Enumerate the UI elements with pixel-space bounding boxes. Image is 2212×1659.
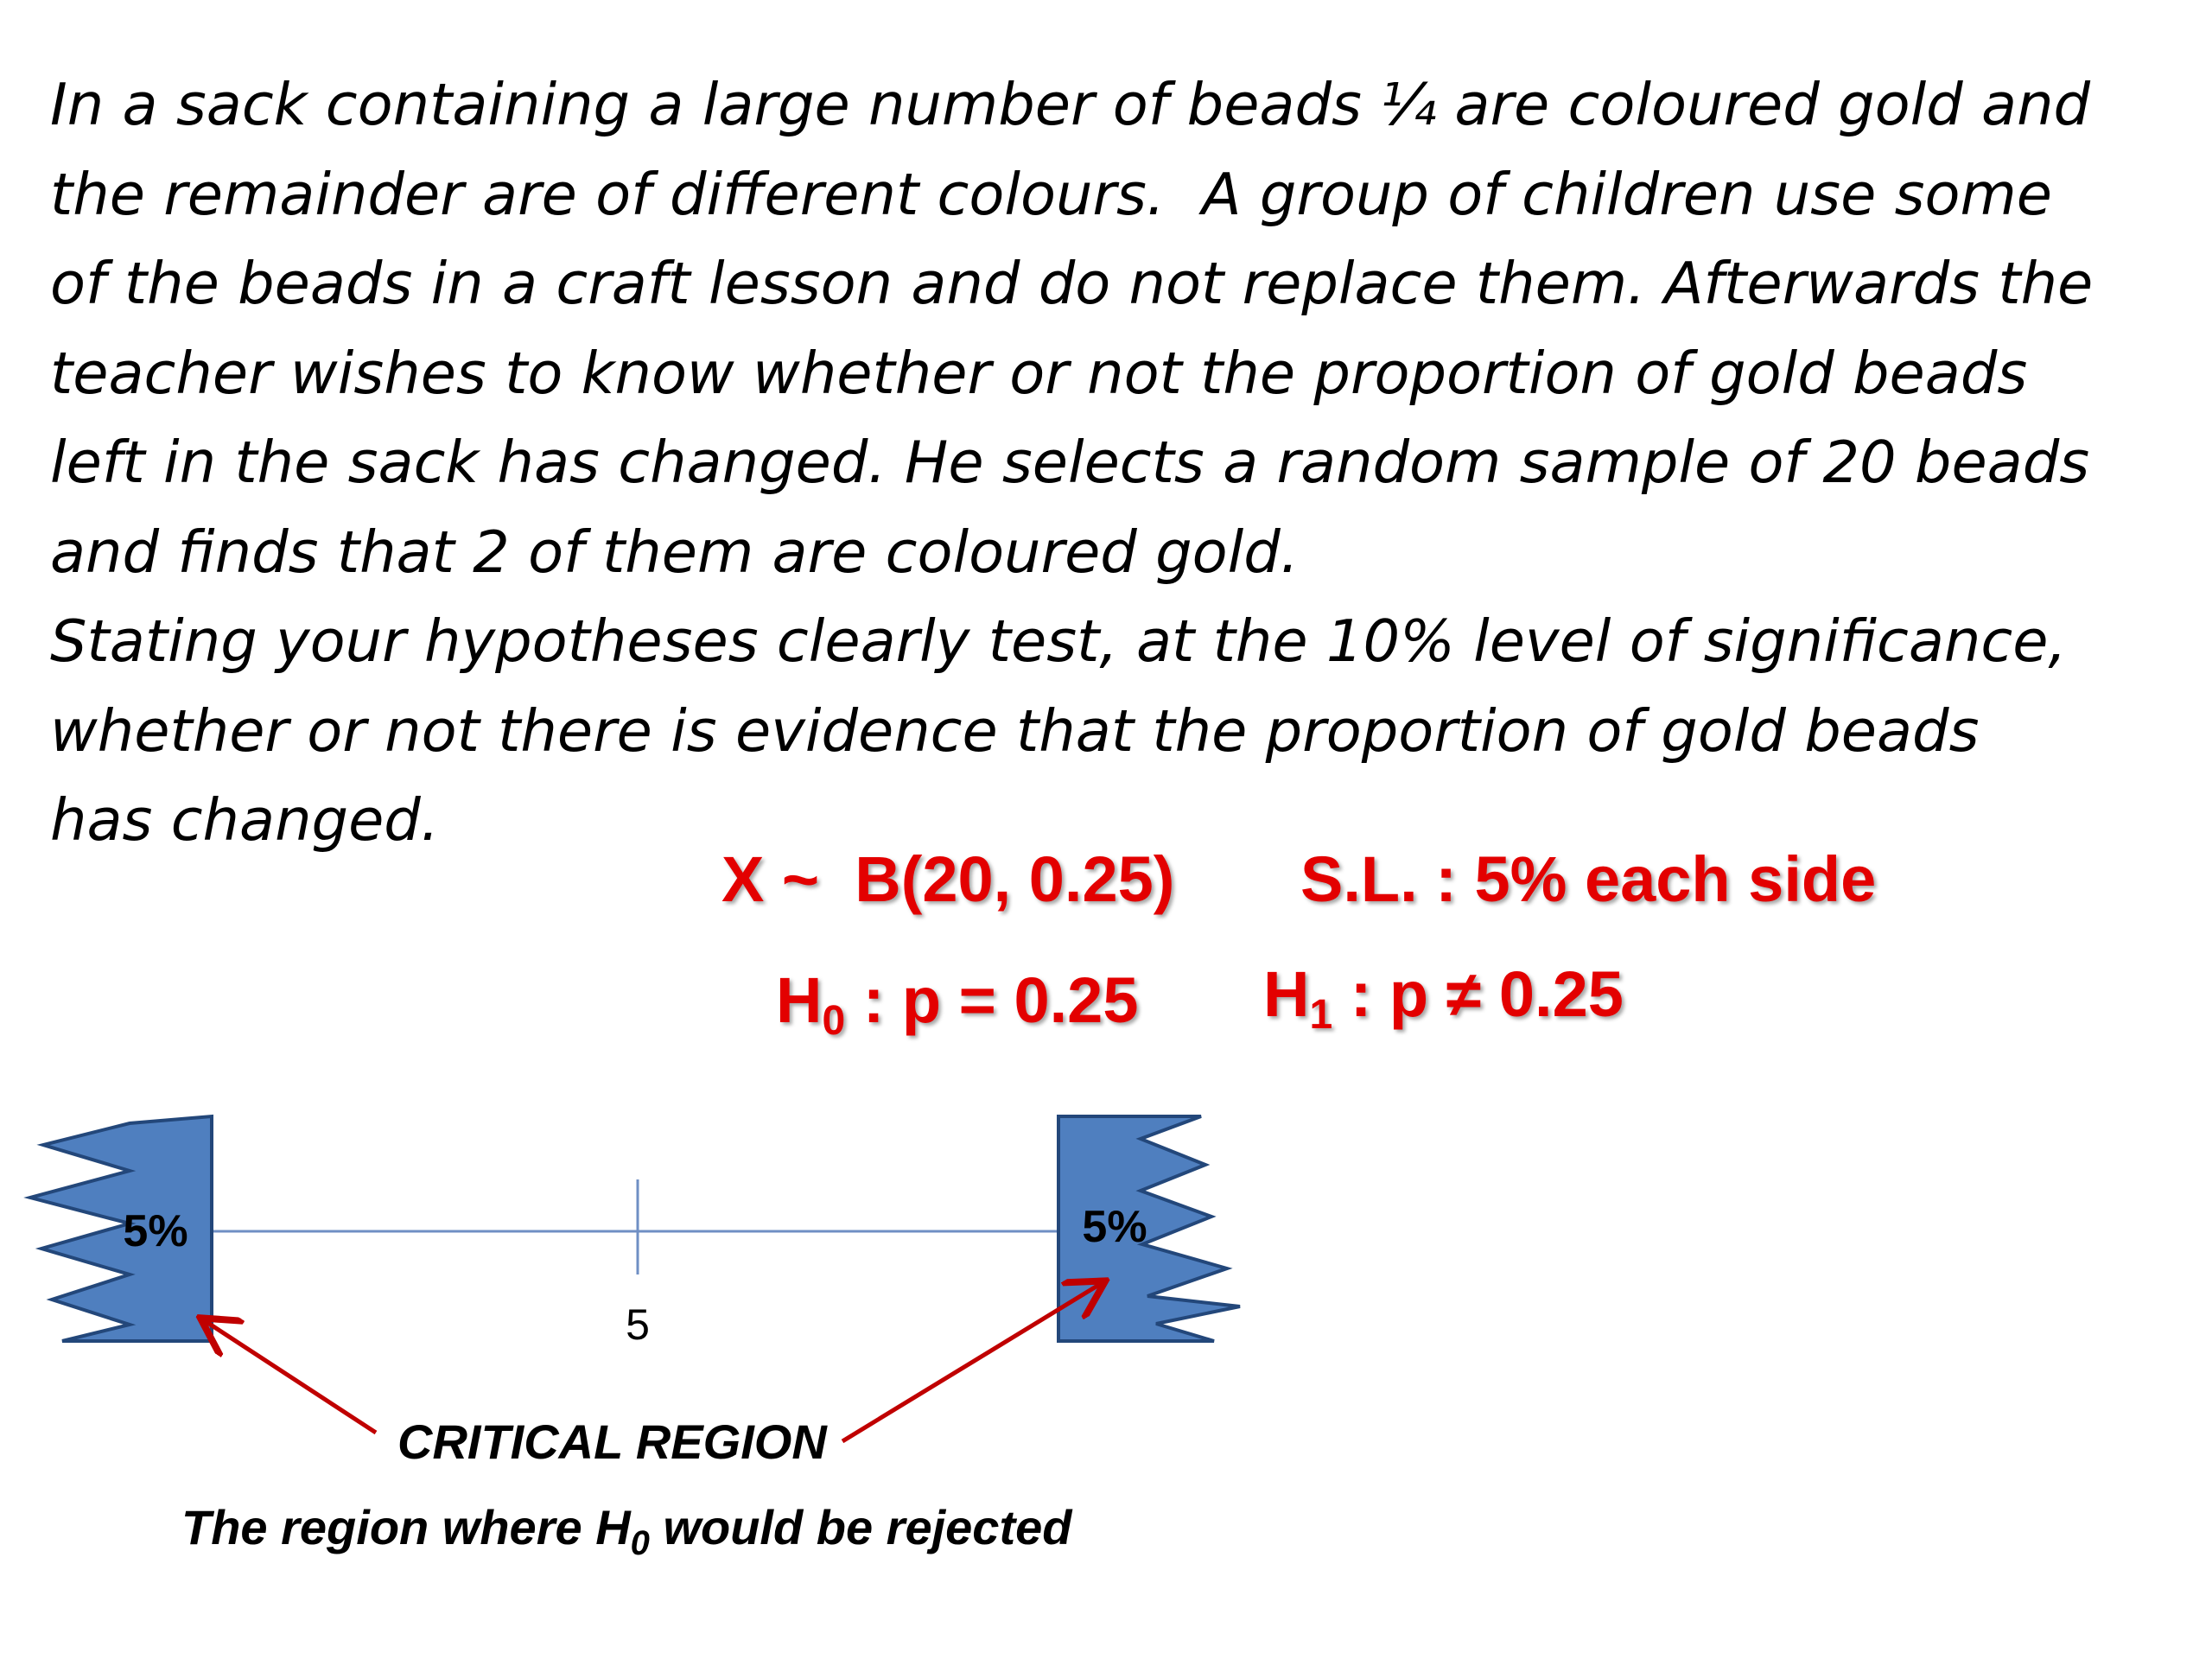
h1-statement: : p ≠ 0.25 [1332, 958, 1624, 1030]
caption-text-end: would be rejected [649, 1500, 1072, 1554]
right-critical-arrow [842, 1283, 1102, 1441]
h0-statement: : p = 0.25 [845, 964, 1139, 1036]
h0-symbol: H [776, 964, 823, 1036]
question-line: the remainder are of different colours. A group of children use some [50, 160, 2052, 228]
rejection-caption [181, 1499, 1071, 1563]
significance-label: S.L. : 5% each side [1300, 843, 1877, 915]
caption-subscript: 0 [630, 1524, 650, 1562]
distribution-label: X ~ B(20, 0.25) [721, 843, 1175, 915]
question-line: has changed. [50, 786, 440, 854]
caption-text: The region where H [181, 1500, 631, 1554]
h1-symbol: H [1263, 958, 1310, 1030]
right-tail-label: 5% [1082, 1202, 1147, 1252]
left-tail-label: 5% [123, 1206, 188, 1256]
critical-region-diagram [0, 1080, 1296, 1495]
critical-region-label: CRITICAL REGION [397, 1414, 827, 1469]
center-tick-label: 5 [626, 1300, 650, 1349]
alternative-hypothesis [1263, 957, 1624, 1039]
h0-subscript: 0 [822, 998, 846, 1044]
left-critical-arrow [204, 1320, 376, 1433]
question-line: and finds that 2 of them are coloured gold. [50, 518, 1300, 586]
h1-subscript: 1 [1309, 992, 1333, 1038]
question-line: left in the sack has changed. He selects a random sample of 20 beads [50, 429, 2090, 496]
null-hypothesis [776, 963, 1138, 1045]
question-line: of the beads in a craft lesson and do not replace them. Afterwards the [50, 250, 2094, 317]
question-line: Stating your hypotheses clearly test, at the 10% level of significance, [50, 607, 2067, 675]
question-line: In a sack containing a large number of beads ¼ are coloured gold and [50, 71, 2091, 138]
question-line: whether or not there is evidence that the proportion of gold beads [50, 696, 1980, 765]
question-line: teacher wishes to know whether or not the proportion of gold beads [50, 339, 2028, 407]
question-text [50, 60, 2193, 866]
